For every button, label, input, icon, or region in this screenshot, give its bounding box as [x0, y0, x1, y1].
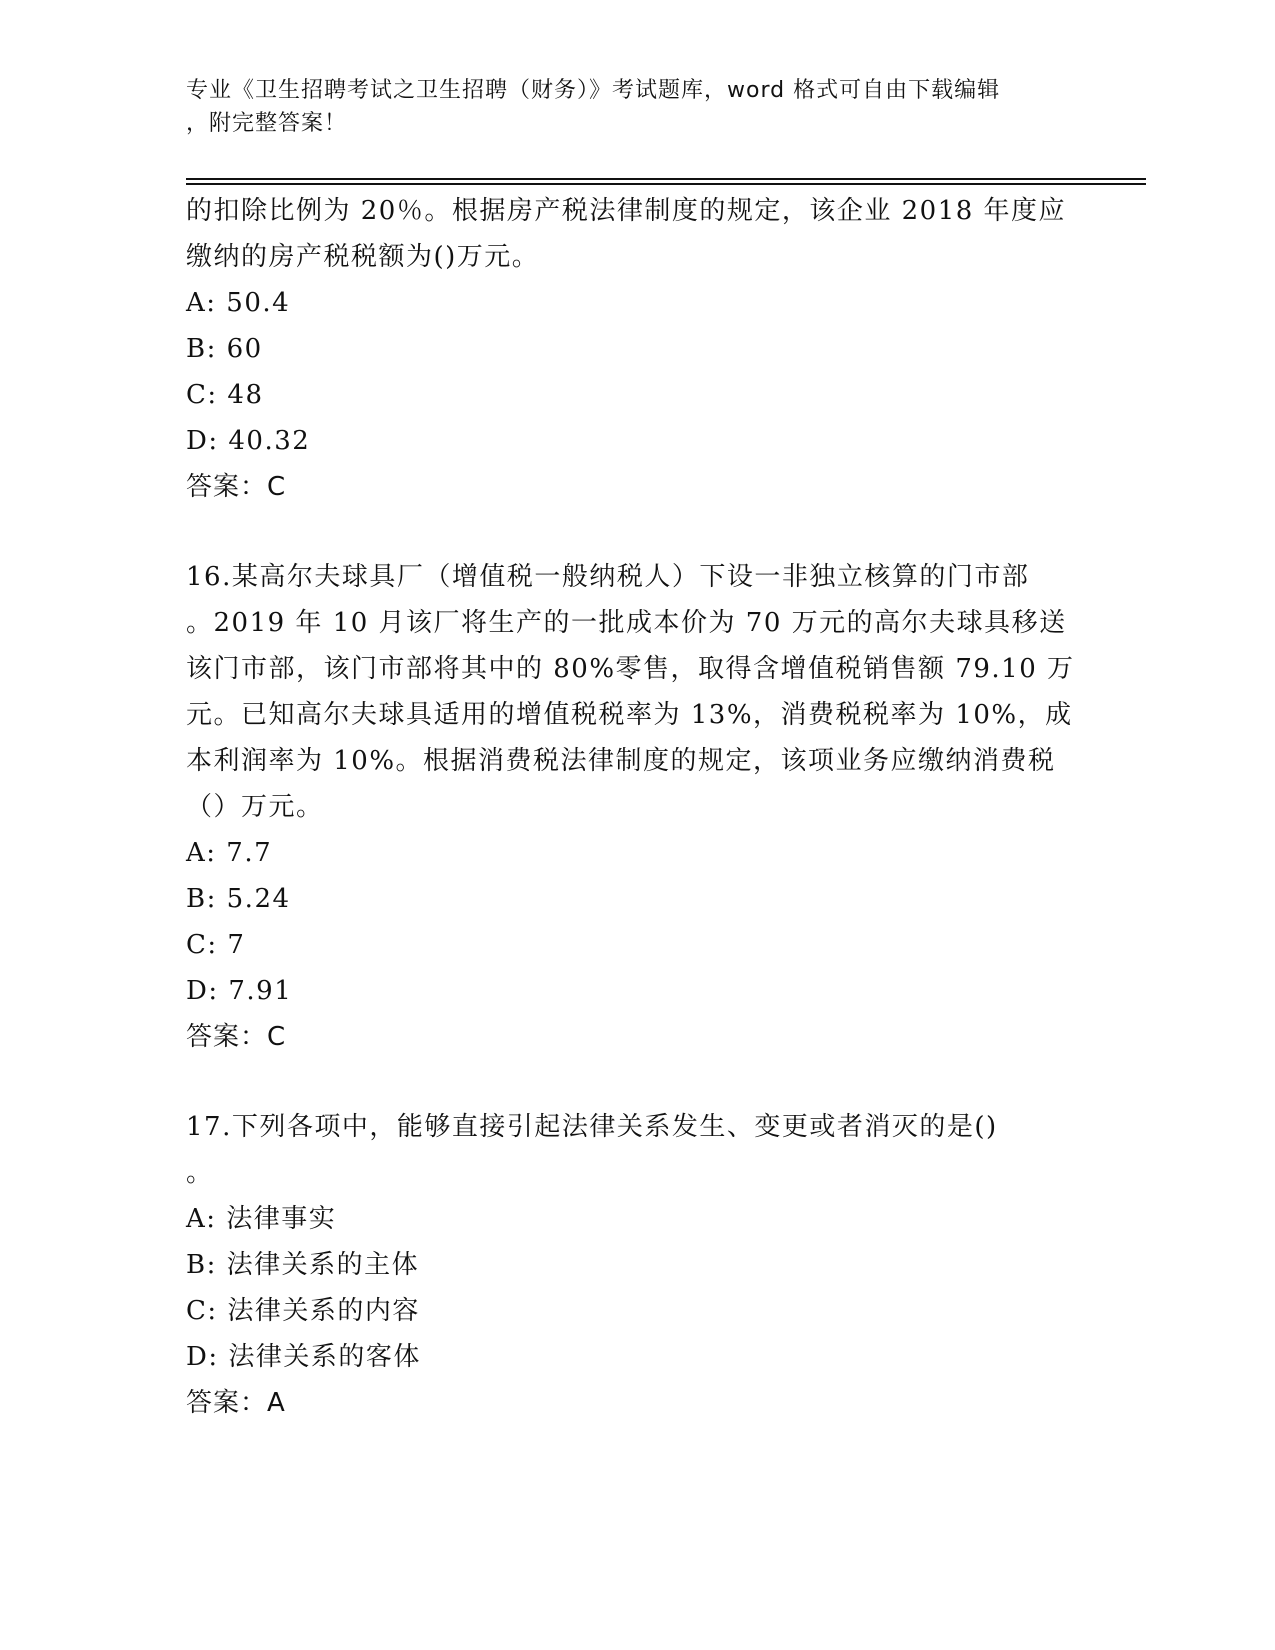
header-line-1: 专业《卫生招聘考试之卫生招聘（财务）》考试题库，word 格式可自由下载编辑 — [186, 78, 1001, 103]
option-b: B: 60 — [186, 334, 263, 364]
answer-line: 答案：A — [186, 1388, 286, 1418]
option-a: A: 50.4 — [186, 288, 291, 318]
document-body — [186, 188, 1086, 1426]
header-line-2: ，附完整答案！ — [186, 111, 348, 136]
answer-line: 答案：C — [186, 472, 287, 502]
answer-line: 答案：C — [186, 1022, 287, 1052]
option-c: C: 48 — [186, 380, 264, 410]
option-d: D: 7.91 — [186, 976, 293, 1006]
question-text-line: 的扣除比例为 20％。根据房产税法律制度的规定，该企业 2018 年度应 — [186, 196, 1067, 226]
document-header — [186, 74, 1086, 140]
question-text-line: 17.下列各项中，能够直接引起法律关系发生、变更或者消灭的是() — [186, 1112, 998, 1142]
question-text-line: 元。已知高尔夫球具适用的增值税税率为 13%，消费税税率为 10%，成 — [186, 700, 1073, 730]
option-d: D: 法律关系的客体 — [186, 1342, 421, 1372]
question-text-line: 该门市部，该门市部将其中的 80%零售，取得含增值税销售额 79.10 万 — [186, 654, 1075, 684]
question-15 — [186, 188, 1086, 510]
header-divider-top — [186, 178, 1146, 180]
question-text-line: 缴纳的房产税税额为()万元。 — [186, 242, 540, 272]
header-divider-bottom — [186, 183, 1146, 185]
question-text-line: 16.某高尔夫球具厂（增值税一般纳税人）下设一非独立核算的门市部 — [186, 562, 1030, 592]
option-c: C: 法律关系的内容 — [186, 1296, 420, 1326]
question-17 — [186, 1104, 1086, 1426]
question-16 — [186, 554, 1086, 1060]
option-c: C: 7 — [186, 930, 246, 960]
option-a: A: 7.7 — [186, 838, 273, 868]
option-d: D: 40.32 — [186, 426, 311, 456]
option-a: A: 法律事实 — [186, 1204, 337, 1234]
question-text-line: 。2019 年 10 月该厂将生产的一批成本价为 70 万元的高尔夫球具移送 — [186, 608, 1067, 638]
option-b: B: 法律关系的主体 — [186, 1250, 420, 1280]
question-text-line: 。 — [186, 1158, 214, 1188]
question-text-line: （）万元。 — [186, 792, 324, 822]
question-text-line: 本利润率为 10%。根据消费税法律制度的规定，该项业务应缴纳消费税 — [186, 746, 1056, 776]
option-b: B: 5.24 — [186, 884, 291, 914]
